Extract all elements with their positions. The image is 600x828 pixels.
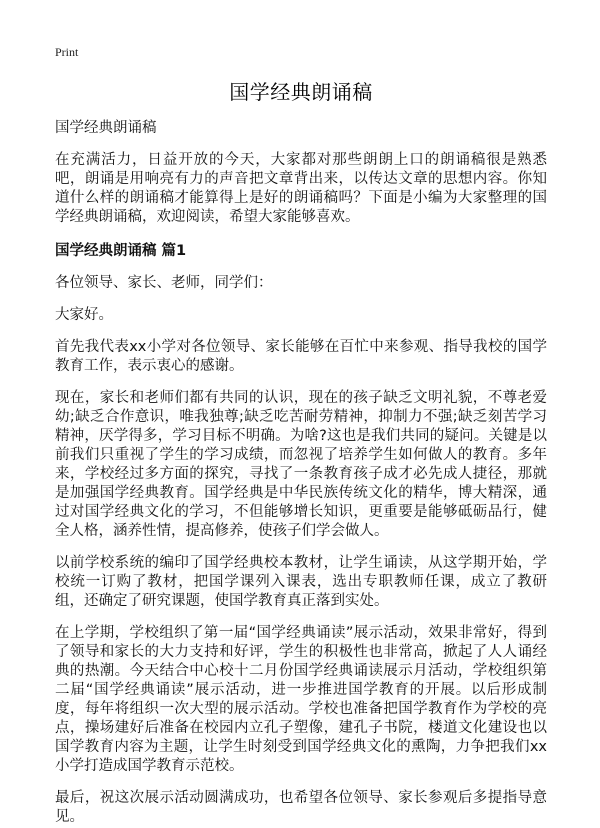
- document-subtitle: 国学经典朗诵稿: [55, 120, 157, 136]
- print-label[interactable]: Print: [55, 45, 79, 59]
- body-paragraph: 在上学期，学校组织了第一届“国学经典诵读”展示活动，效果非常好，得到了领导和家长的大力支持和好评，学生的积极性也非常高，掀起了人人诵经典的热潮。今天结合中心校十二月份国学经典诵读展示月活动，学校组织第二届“国学经典诵读”展示活动，进一步推进国学教育的开展。以后形成制度，每年将组织一次大型的展示活动。学校也准备把国学教育作为学校的亮点，操场建好后准备在校园内立孔子塑像，建孔子书院，楼道文化建设也以国学教育内容为主题，让学生时刻受到国学经典文化的熏陶，力争把我们xx小学打造成国学教育示范校。: [55, 625, 547, 774]
- closing-paragraph: 最后，祝这次展示活动圆满成功，也希望各位领导、家长参观后多提指导意见。: [55, 790, 547, 825]
- salutation-paragraph: 各位领导、家长、老师，同学们：: [55, 275, 273, 291]
- greeting-paragraph: 大家好。: [55, 307, 113, 323]
- thanks-paragraph: 首先我代表xx小学对各位领导、家长能够在百忙中来参观、指导我校的国学教育工作，表示衷心的感谢。: [55, 339, 547, 374]
- section-heading: 国学经典朗诵稿 篇1: [55, 243, 187, 259]
- document-page: [55, 44, 547, 827]
- intro-paragraph: 在充满活力，日益开放的今天，大家都对那些朗朗上口的朗诵稿很是熟悉吧，朗诵是用响亮有力的声音把文章背出来，以传达文章的思想内容。你知道什么样的朗诵稿才能算得上是好的朗诵稿吗？下面是小编为大家整理的国学经典朗诵稿，欢迎阅读，希望大家能够喜欢。: [55, 152, 547, 225]
- body-paragraph: 以前学校系统的编印了国学经典校本教材，让学生诵读，从这学期开始，学校统一订购了教材，把国学课列入课表，选出专职教师任课，成立了教研组，还确定了研究课题，使国学教育真正落到实处。: [55, 555, 547, 609]
- document-title: 国学经典朗诵稿: [229, 80, 373, 104]
- body-paragraph: 现在，家长和老师们都有共同的认识，现在的孩子缺乏文明礼貌，不尊老爱幼;缺乏合作意识，唯我独尊;缺乏吃苦耐劳精神，抑制力不强;缺乏刻苦学习精神，厌学得多，学习目标不明确。为啥?这也是我们共同的疑问。关键是以前我们只重视了学生的学习成绩，而忽视了培养学生如何做人的教育。多年来，学校经过多方面的探究，寻找了一条教育孩子成才必先成人捷径，那就是加强国学经典教育。国学经典是中华民族传统文化的精华，博大精深，通过对国学经典文化的学习，不但能够增长知识，更重要是能够砥砺品行，健全人格，涵养性情，提高修养，使孩子们学会做人。: [55, 390, 547, 539]
